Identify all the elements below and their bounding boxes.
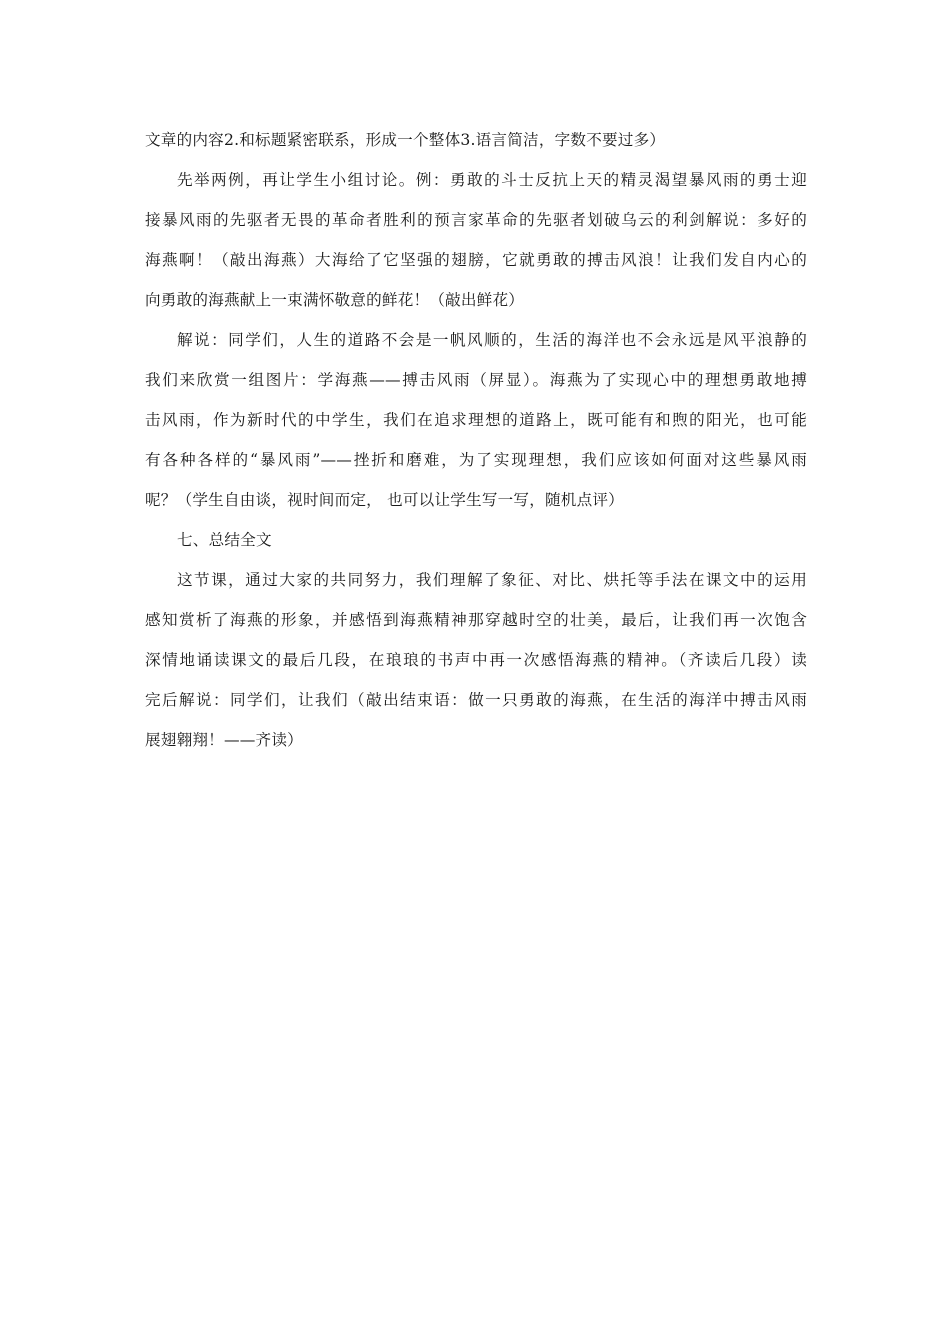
text-line: 先举两例，再让学生小组讨论。例：勇敢的斗士反抗上天的精灵渴望暴风雨的勇士迎 <box>177 171 807 189</box>
text-line: 深情地诵读课文的最后几段，在琅琅的书声中再一次感悟海燕的精神。（齐读后几段）读 <box>145 651 807 669</box>
text-line: 展翅翱翔！——齐读） <box>145 731 303 749</box>
text-line: 有各种各样的“暴风雨”——挫折和磨难，为了实现理想，我们应该如何面对这些暴风雨 <box>145 451 807 469</box>
text-line: 呢？（学生自由谈，视时间而定， 也可以让学生写一写，随机点评） <box>145 491 624 509</box>
text-line: 击风雨，作为新时代的中学生，我们在追求理想的道路上，既可能有和煦的阳光，也可能 <box>145 411 807 429</box>
section-heading: 七、总结全文 <box>177 531 272 549</box>
text-line: 感知赏析了海燕的形象，并感悟到海燕精神那穿越时空的壮美，最后，让我们再一次饱含 <box>145 611 807 629</box>
text-line: 文章的内容2.和标题紧密联系，形成一个整体3.语言简洁，字数不要过多） <box>145 131 666 149</box>
document-body <box>145 120 807 760</box>
text-line: 完后解说：同学们，让我们（敲出结束语：做一只勇敢的海燕，在生活的海洋中搏击风雨 <box>145 691 807 709</box>
text-line: 这节课，通过大家的共同努力，我们理解了象征、对比、烘托等手法在课文中的运用 <box>177 571 807 589</box>
text-line: 向勇敢的海燕献上一束满怀敬意的鲜花！（敲出鲜花） <box>145 291 525 309</box>
text-line: 海燕啊！（敲出海燕）大海给了它坚强的翅膀，它就勇敢的搏击风浪！让我们发自内心的 <box>145 251 807 269</box>
text-line: 解说：同学们，人生的道路不会是一帆风顺的，生活的海洋也不会永远是风平浪静的 <box>177 331 807 349</box>
text-line: 接暴风雨的先驱者无畏的革命者胜利的预言家革命的先驱者划破乌云的利剑解说：多好的 <box>145 211 807 229</box>
text-line: 我们来欣赏一组图片：学海燕——搏击风雨（屏显）。海燕为了实现心中的理想勇敢地搏 <box>145 371 807 389</box>
